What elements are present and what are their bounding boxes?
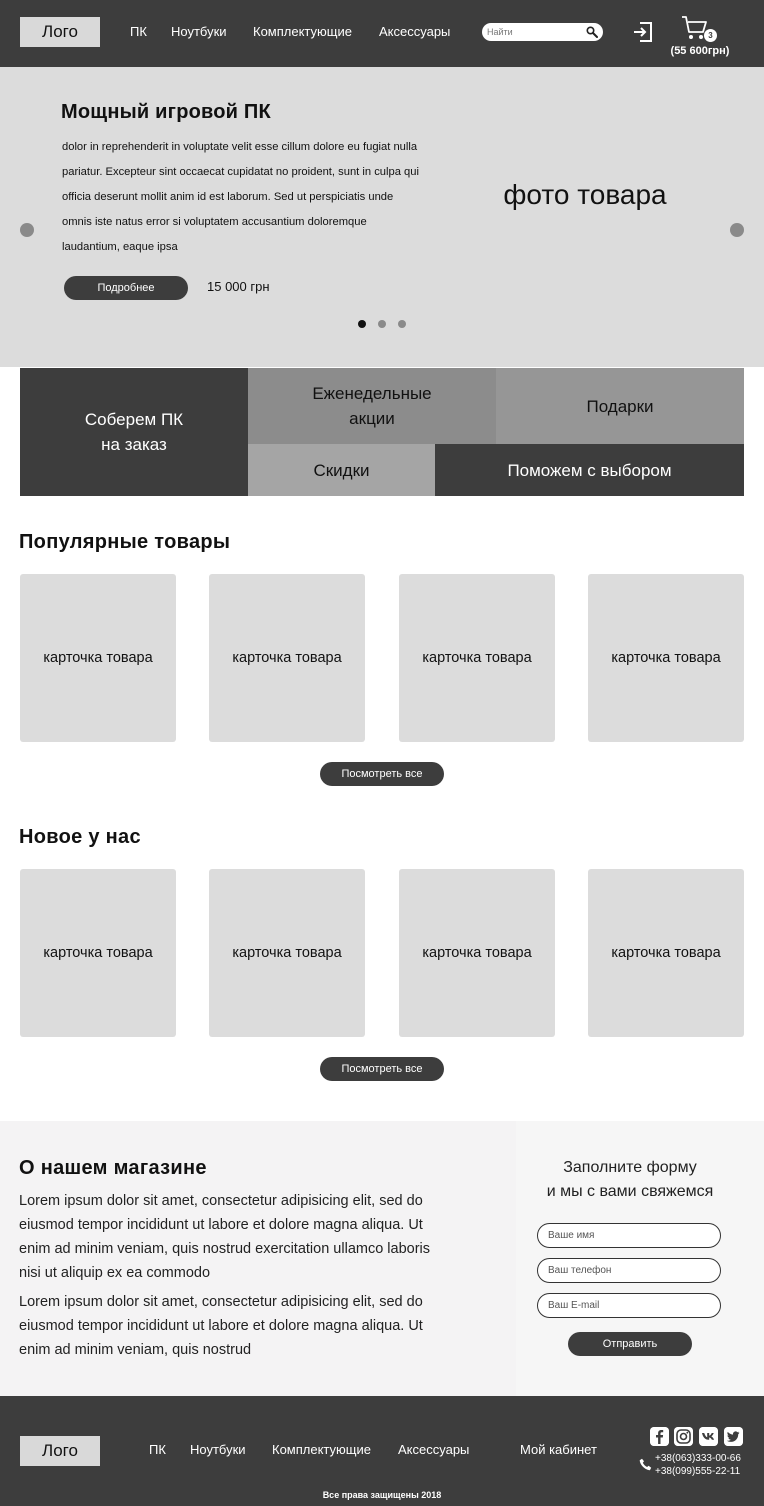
category-weekly-line2: акции — [349, 409, 395, 428]
product-card[interactable]: карточка товара — [588, 574, 744, 742]
popular-title: Популярные товары — [19, 531, 231, 553]
details-button[interactable]: Подробнее — [64, 276, 188, 300]
slider-prev-button[interactable] — [20, 223, 34, 237]
category-discounts[interactable] — [248, 444, 435, 496]
popular-view-all-button[interactable]: Посмотреть все — [320, 762, 444, 786]
phone-field[interactable] — [538, 1259, 720, 1282]
product-card[interactable]: карточка товара — [209, 574, 365, 742]
cart-total: (55 600грн) — [670, 45, 730, 57]
category-discounts-label: Скидки — [313, 460, 370, 480]
footer-account-link[interactable]: Мой кабинет — [520, 1442, 597, 1457]
slider-dot-2[interactable] — [378, 320, 386, 328]
search-input[interactable] — [487, 24, 583, 40]
nav-item-pc[interactable]: ПК — [130, 24, 147, 39]
category-build-line2: на заказ — [101, 435, 167, 454]
name-field-wrap — [537, 1223, 721, 1248]
name-field[interactable] — [538, 1224, 720, 1247]
copyright: Все права защищены 2018 — [322, 1490, 442, 1500]
phone-number-1[interactable]: +38(063)333-00-66 — [655, 1453, 741, 1464]
footer-nav-item-laptops[interactable]: Ноутбуки — [190, 1442, 246, 1457]
form-title — [516, 1156, 744, 1204]
category-build-pc[interactable] — [20, 368, 248, 496]
cart-count-badge: 3 — [704, 29, 717, 42]
category-gifts[interactable] — [496, 368, 744, 444]
product-card[interactable]: карточка товара — [399, 869, 555, 1037]
nav-item-laptops[interactable]: Ноутбуки — [171, 24, 227, 39]
product-photo-placeholder: фото товара — [503, 179, 667, 210]
category-help-choose[interactable] — [435, 444, 744, 496]
slider-dot-3[interactable] — [398, 320, 406, 328]
hero-price: 15 000 грн — [207, 279, 270, 294]
category-weekly-line1: Еженедельные — [312, 384, 432, 403]
submit-button[interactable]: Отправить — [568, 1332, 692, 1356]
login-icon[interactable] — [631, 20, 655, 44]
email-field-wrap — [537, 1293, 721, 1318]
twitter-icon[interactable] — [724, 1427, 743, 1446]
new-items-view-all-button[interactable]: Посмотреть все — [320, 1057, 444, 1081]
category-build-line1: Соберем ПК — [84, 410, 184, 429]
email-field[interactable] — [538, 1294, 720, 1317]
about-paragraph-1: Lorem ipsum dolor sit amet, consectetur adipisicing elit, sed do eiusmod tempor incididunt ut labore et dolore magna aliqua. Ut enim ad minim veniam, quis nostrud exercitation ullamco laboris nisi ut aliquip ex ea commodo — [19, 1193, 431, 1281]
form-title-line1: Заполните форму — [563, 1159, 697, 1176]
footer-nav-item-accessories[interactable]: Аксессуары — [398, 1442, 470, 1457]
form-title-line2: и мы с вами свяжемся — [546, 1183, 714, 1200]
logo[interactable]: Лого — [20, 17, 100, 47]
slider-next-button[interactable] — [730, 223, 744, 237]
search-icon[interactable] — [586, 26, 598, 38]
nav-item-accessories[interactable]: Аксессуары — [379, 24, 451, 39]
phone-number-2[interactable]: +38(099)555-22-11 — [655, 1466, 741, 1477]
footer-logo[interactable]: Лого — [20, 1436, 100, 1466]
vk-icon[interactable] — [699, 1427, 718, 1446]
new-items-title: Новое у нас — [19, 826, 141, 848]
footer-nav-item-pc[interactable]: ПК — [149, 1442, 166, 1457]
product-card[interactable]: карточка товара — [20, 869, 176, 1037]
product-card[interactable]: карточка товара — [20, 574, 176, 742]
header — [0, 0, 764, 67]
search-box — [482, 23, 603, 41]
product-card[interactable]: карточка товара — [399, 574, 555, 742]
hero-slider — [0, 67, 764, 367]
phone-icon — [639, 1458, 652, 1471]
about-title: О нашем магазине — [19, 1157, 207, 1179]
phone-field-wrap — [537, 1258, 721, 1283]
category-help-label: Поможем с выбором — [507, 460, 672, 480]
slider-dot-1[interactable] — [358, 320, 366, 328]
product-card[interactable]: карточка товара — [588, 869, 744, 1037]
hero-title: Мощный игровой ПК — [61, 101, 271, 123]
footer — [0, 1396, 764, 1506]
footer-nav-item-components[interactable]: Комплектующие — [272, 1442, 371, 1457]
instagram-icon[interactable] — [674, 1427, 693, 1446]
about-section — [0, 1121, 764, 1396]
facebook-icon[interactable] — [650, 1427, 669, 1446]
category-weekly-deals[interactable] — [248, 368, 496, 444]
nav-item-components[interactable]: Комплектующие — [253, 24, 352, 39]
about-paragraph-2: Lorem ipsum dolor sit amet, consectetur adipisicing elit, sed do eiusmod tempor incididunt ut labore et dolore magna aliqua. Ut enim ad minim veniam, quis nostrud — [19, 1294, 423, 1358]
category-gifts-label: Подарки — [586, 396, 654, 416]
product-card[interactable]: карточка товара — [209, 869, 365, 1037]
hero-description: dolor in reprehenderit in voluptate velit esse cillum dolore eu fugiat nulla pariatur. Excepteur sint occaecat cupidatat no proident, sunt in culpa qui officia deserunt mollit anim id est laborum. Sed ut perspiciatis unde omnis iste natus error si voluptatem accusantium doloremque laudantium, eaque ipsa — [62, 141, 419, 253]
